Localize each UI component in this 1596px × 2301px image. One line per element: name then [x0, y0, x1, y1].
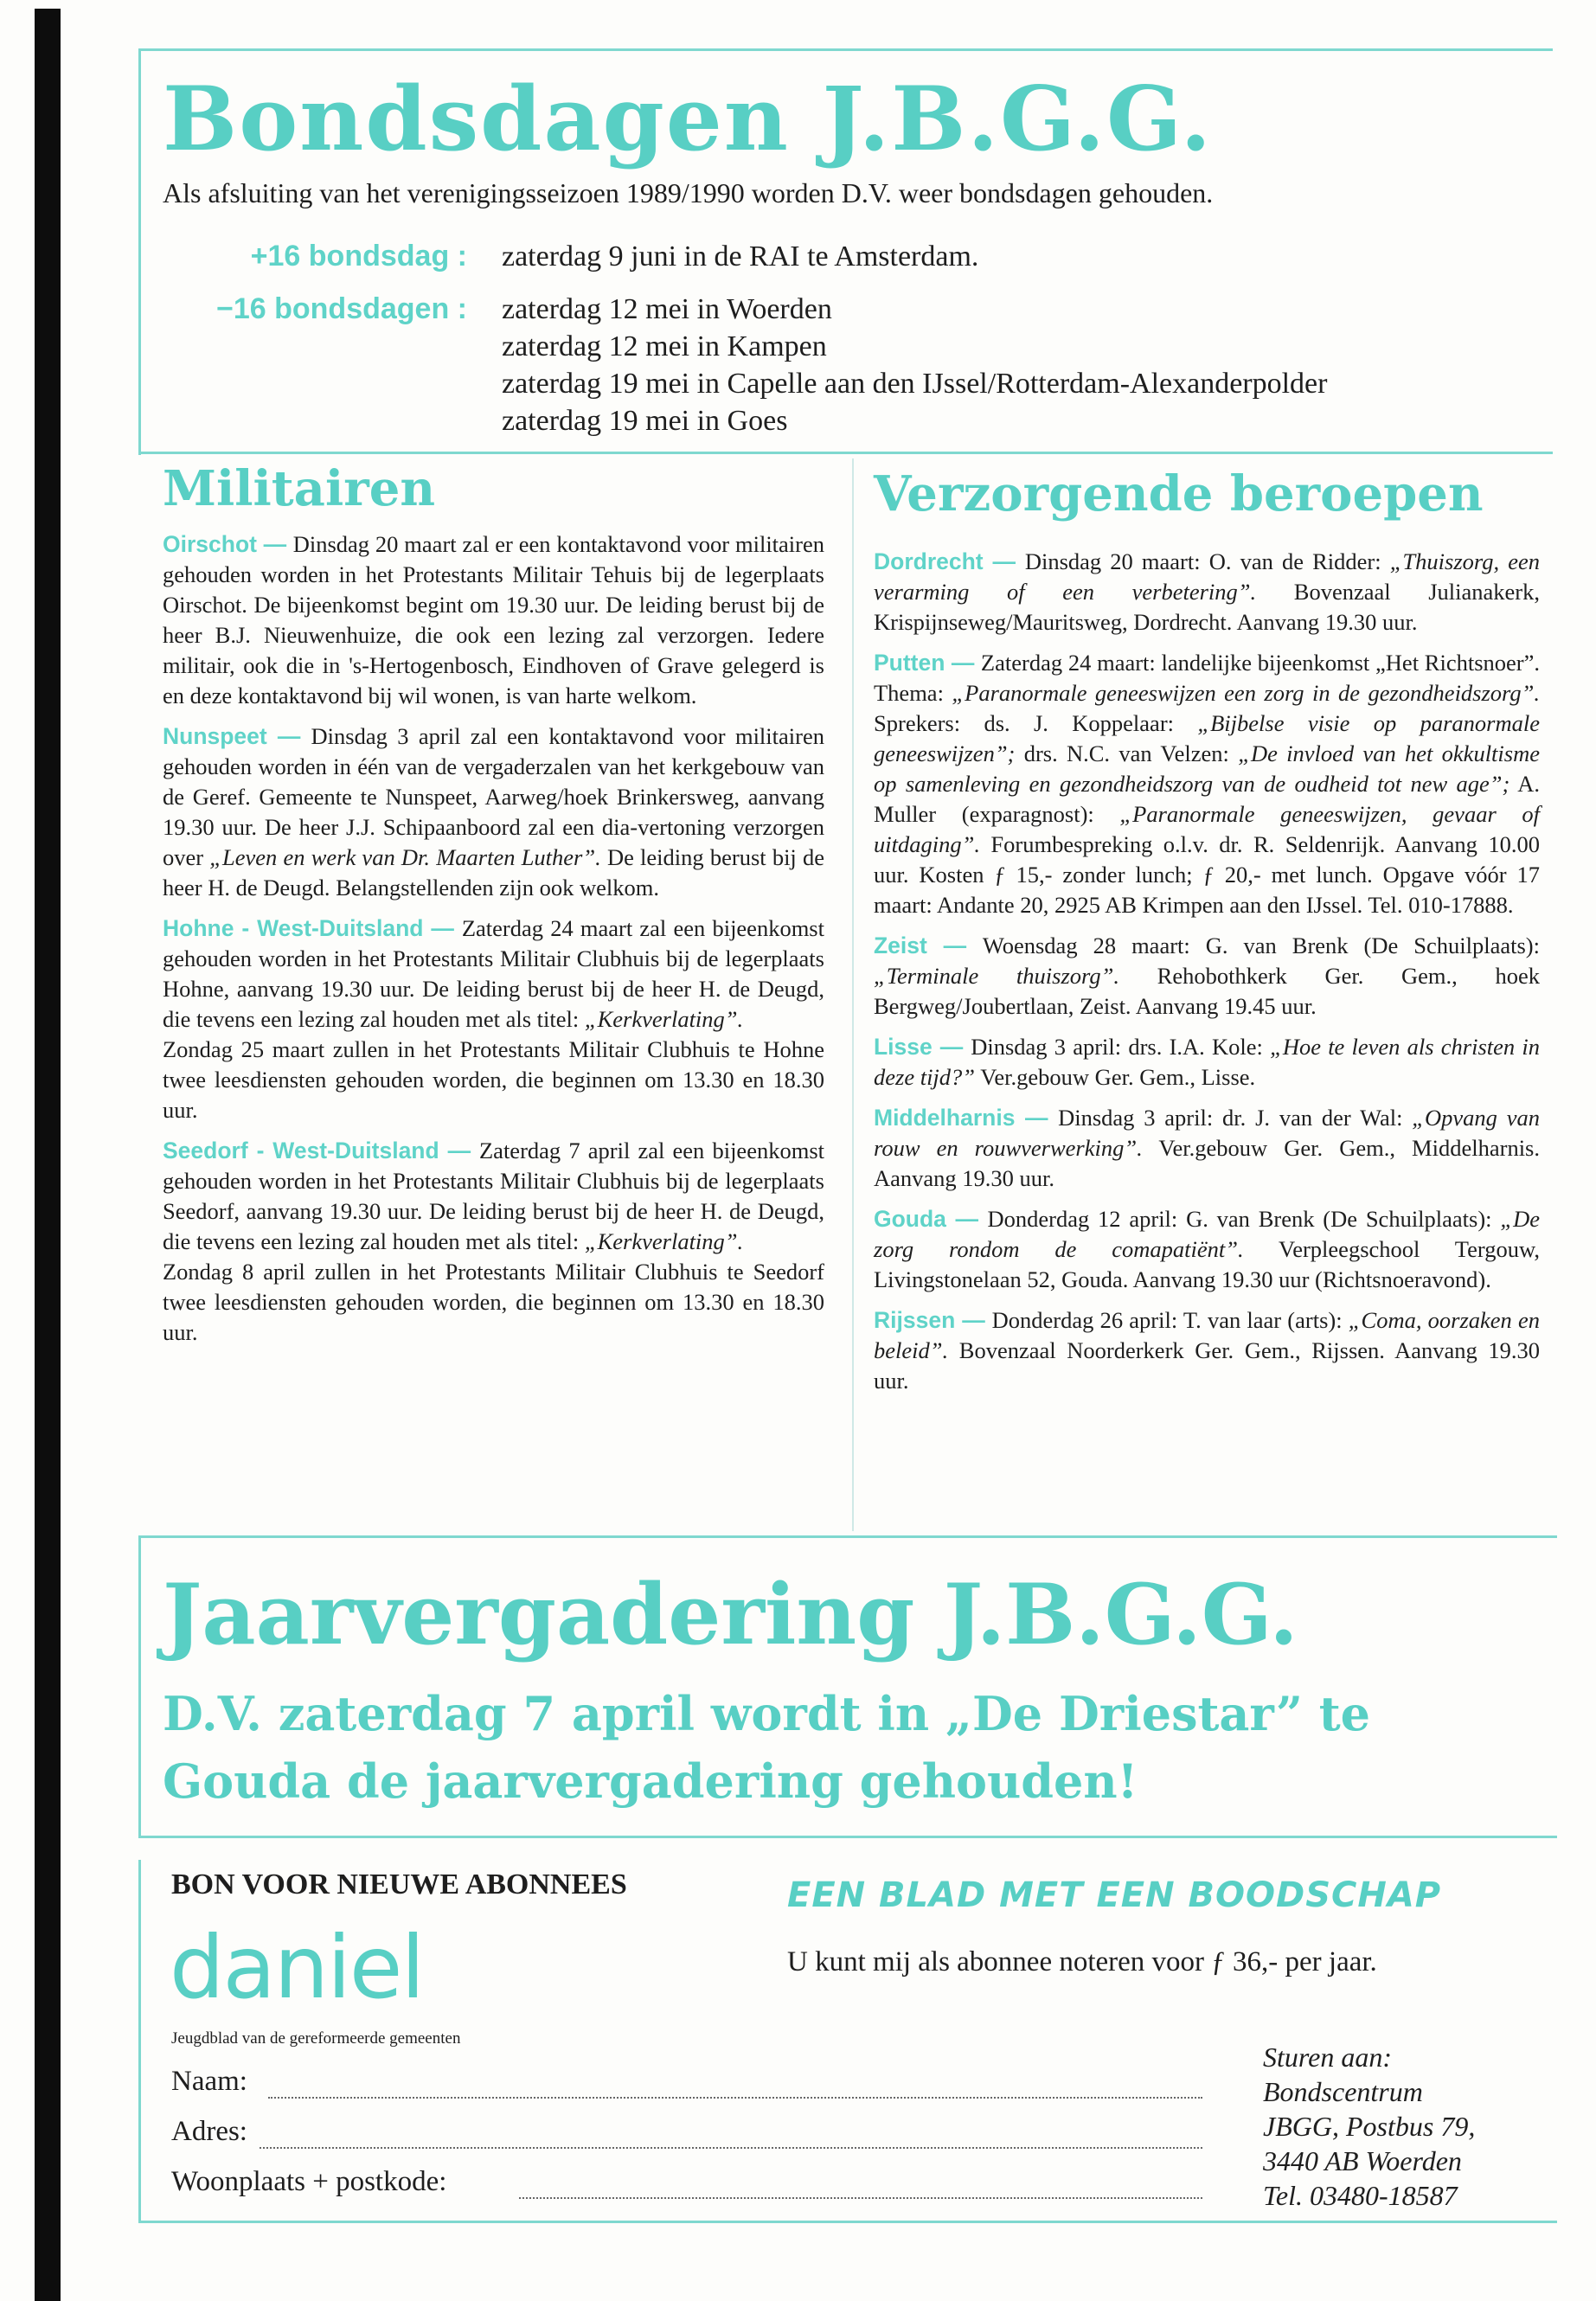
item-text: Woensdag 28 maart: G. van Brenk (De Schuilplaats): [982, 933, 1540, 958]
verzorgende-item: Rijssen — Donderdag 26 april: T. van laar (arts): „Coma, oorzaken en beleid”. Bovenzaal Noorderkerk Ger. Gem., Rijssen. Aanvang 19.30 uur. [874, 1307, 1541, 1394]
item-text: Zaterdag 24 maart: landelijke bijeenkomst „Het Richtsnoer”. Thema: [874, 650, 1541, 706]
item-text: Dinsdag 3 april zal een kontaktavond voor militairen gehouden worden in één van de vergaderzalen van het kerkgebouw van de Geref. Gemeente te Nunspeet, Aarweg/hoek Brinkersweg, aanvang 19.30 uur. De heer J.J. Schipaanboord zal een dia-vertoning verzorgen over [163, 723, 824, 870]
verzorgende-column [874, 547, 1540, 1407]
item-place: Gouda [874, 1206, 946, 1232]
item-text: Zaterdag 7 april zal een bijeenkomst gehouden worden in het Protestants Militair Clubhuis bij de legerplaats Seedorf, aanvang 19.30 uur. De leiding berust bij de heer H. de Deugd, die tevens een lezing zal houden met als titel: [163, 1138, 824, 1254]
send-to-address [1263, 2040, 1475, 2213]
schedule-plus16 [156, 238, 1453, 281]
address-field[interactable] [260, 2147, 1202, 2149]
coupon-title: BON VOOR NIEUWE ABONNEES [171, 1868, 627, 1900]
send-line: Bondscentrum [1263, 2076, 1423, 2107]
min16-label: −16 bondsdagen : [216, 292, 467, 325]
item-italic: „Kerkverlating”. [584, 1228, 744, 1254]
item-extra: Zondag 8 april zullen in het Protestants Militair Clubhuis te Seedorf twee leesdiensten gehouden worden, die beginnen om 13.30 en 18.30 uur. [163, 1259, 824, 1345]
item-text: Bovenzaal Julianakerk, Krispijnseweg/Mauritsweg, Dordrecht. Aanvang 19.30 uur. [874, 579, 1541, 635]
send-line: Sturen aan: [1263, 2041, 1393, 2073]
min16-date: zaterdag 12 mei in Kampen [502, 330, 827, 362]
militairen-item: Hohne - West-Duitsland — Zaterdag 24 maart zal een bijeenkomst gehouden worden in het Protestants Militair Clubhuis bij de legerplaats Hohne, aanvang 19.30 uur. De leiding berust bij de heer H. de Deugd, die tevens een lezing zal houden met als titel: „Kerkverlating”. Zondag 25 maart zullen in het Protestants Militair Clubhuis te Hohne twee leesdiensten gehouden worden, die beginnen om 13.30 en 18.30 uur. [163, 915, 824, 1123]
item-text: Ver.gebouw Ger. Gem., Lisse. [980, 1064, 1256, 1090]
item-place: Dordrecht [874, 548, 984, 574]
item-place: Rijssen [874, 1307, 956, 1333]
item-italic: „De invloed van het okkultisme op samenleving en gezondheidszorg van de oudheid tot new age”; [874, 740, 1540, 797]
item-text: Sprekers: ds. J. Koppelaar: [874, 710, 1175, 736]
plus16-label: +16 bondsdag : [250, 240, 467, 272]
militairen-item: Nunspeet — Dinsdag 3 april zal een kontaktavond voor militairen gehouden worden in één van de vergaderzalen van het kerkgebouw van de Geref. Gemeente te Nunspeet, Aarweg/hoek Brinkersweg, aanvang 19.30 uur. De heer J.J. Schipaanboord zal een dia-vertoning verzorgen over „Leven en werk van Dr. Maarten Luther”. De leiding berust bij de heer H. de Deugd. Belangstellenden zijn ook welkom. [163, 723, 825, 901]
send-line: Tel. 03480-18587 [1263, 2180, 1458, 2211]
militairen-heading: Militairen [163, 460, 436, 517]
item-place: Hohne - West-Duitsland [163, 915, 424, 941]
item-italic: „Kerkverlating”. [584, 1006, 744, 1032]
item-text: drs. N.C. van Velzen: [1023, 740, 1229, 766]
item-italic: „Coma, oorzaken en beleid”. [874, 1307, 1541, 1363]
item-text: Dinsdag 3 april: drs. I.A. Kole: [971, 1034, 1263, 1060]
city-postcode-label: Woonplaats + postkode: [171, 2166, 447, 2197]
scan-edge [35, 9, 61, 2301]
subscription-text: U kunt mij als abonnee noteren voor ƒ 36,- per jaar. [787, 1946, 1377, 1977]
item-text: Donderdag 12 april: G. van Brenk (De Schuilplaats): [987, 1206, 1492, 1232]
coupon-slogan: EEN BLAD MET EEN BOODSCHAP [787, 1875, 1442, 1915]
jaarvergadering-title: Jaarvergadering J.B.G.G. [163, 1566, 1298, 1663]
item-italic: „Opvang van rouw en rouwverwerking”. [874, 1105, 1540, 1161]
plus16-value: zaterdag 9 juni in de RAI te Amsterdam. [502, 240, 979, 272]
militairen-column [163, 529, 824, 1358]
item-text: Ver.gebouw Ger. Gem., Middelharnis. Aanvang 19.30 uur. [874, 1135, 1540, 1191]
item-place: Lisse [874, 1034, 933, 1060]
item-text: Donderdag 26 april: T. van laar (arts): [991, 1307, 1343, 1333]
verzorgende-heading: Verzorgende beroepen [874, 465, 1484, 522]
item-text: De leiding berust bij de heer H. de Deugd. Belangstellenden zijn ook welkom. [163, 844, 825, 901]
schedule-min16 [156, 291, 1540, 446]
item-text: Zaterdag 24 maart zal een bijeenkomst gehouden worden in het Protestants Militair Clubhuis bij de legerplaats Hohne, aanvang 19.30 uur. De leiding berust bij de heer H. de Deugd, die tevens een lezing zal houden met als titel: [163, 915, 824, 1032]
item-italic: „Paranormale geneeswijzen een zorg in de gezondheidszorg”. [952, 680, 1540, 706]
item-place: Oirschot [163, 531, 257, 557]
verzorgende-item: Dordrecht — Dinsdag 20 maart: O. van de Ridder: „Thuiszorg, een verarming of een verbetering”. Bovenzaal Julianakerk, Krispijnseweg/Mauritsweg, Dordrecht. Aanvang 19.30 uur. [874, 548, 1541, 635]
item-place: Nunspeet [163, 723, 267, 749]
item-italic: „Bijbelse visie op paranormale geneeswijzen”; [874, 710, 1540, 766]
militairen-item: Oirschot — Dinsdag 20 maart zal er een kontaktavond voor militairen gehouden worden in het Protestants Militair Tehuis bij de legerplaats Oirschot. De bijeenkomst begint om 19.30 uur. De leiding berust bij de heer B.J. Nieuwenhuize, die ook een lezing zal verzorgen. Iedere militair, ook die in 's-Hertogenbosch, Eindhoven of Grave gelegerd is en deze kontaktavond bij wil wonen, is van harte welkom. [163, 531, 824, 708]
item-text: Bovenzaal Noorderkerk Ger. Gem., Rijssen. Aanvang 19.30 uur. [874, 1337, 1541, 1394]
militairen-item: Seedorf - West-Duitsland — Zaterdag 7 april zal een bijeenkomst gehouden worden in het Protestants Militair Clubhuis bij de legerplaats Seedorf, aanvang 19.30 uur. De leiding berust bij de heer H. de Deugd, die tevens een lezing zal houden met als titel: „Kerkverlating”. Zondag 8 april zullen in het Protestants Militair Clubhuis te Seedorf twee leesdiensten gehouden worden, die beginnen om 13.30 en 18.30 uur. [163, 1138, 824, 1345]
send-line: JBGG, Postbus 79, [1263, 2111, 1476, 2142]
address-label: Adres: [171, 2116, 247, 2147]
logo-tagline: Jeugdblad van de gereformeerde gemeenten [171, 2029, 461, 2048]
column-divider [852, 458, 854, 1531]
item-italic: „Hoe te leven als christen in deze tijd?” [874, 1034, 1540, 1090]
bondsdagen-bottom-rule [138, 452, 1553, 454]
verzorgende-item: Gouda — Donderdag 12 april: G. van Brenk (De Schuilplaats): „De zorg rondom de comapatiënt”. Verpleegschool Tergouw, Livingstonelaan 52, Gouda. Aanvang 19.30 uur (Richtsnoeravond). [874, 1206, 1541, 1292]
bondsdagen-title: Bondsdagen J.B.G.G. [163, 67, 1213, 171]
item-italic: „Leven en werk van Dr. Maarten Luther”. [209, 844, 601, 870]
item-text: Rehobothkerk Ger. Gem., hoek Bergweg/Joubertlaan, Zeist. Aanvang 19.45 uur. [874, 963, 1540, 1019]
item-place: Putten [874, 650, 945, 676]
item-place: Seedorf - West-Duitsland [163, 1138, 439, 1163]
verzorgende-item: Zeist — Woensdag 28 maart: G. van Brenk (De Schuilplaats): „Terminale thuiszorg”. Rehobothkerk Ger. Gem., hoek Bergweg/Joubertlaan, Zeist. Aanvang 19.45 uur. [874, 933, 1540, 1019]
item-place: Zeist [874, 933, 927, 958]
verzorgende-item: Middelharnis — Dinsdag 3 april: dr. J. van der Wal: „Opvang van rouw en rouwverwerking”. Ver.gebouw Ger. Gem., Middelharnis. Aanvang 19.30 uur. [874, 1105, 1540, 1191]
city-postcode-field[interactable] [519, 2197, 1202, 2199]
min16-date: zaterdag 19 mei in Goes [502, 405, 788, 437]
item-text: Dinsdag 3 april: dr. J. van der Wal: [1058, 1105, 1403, 1131]
daniel-logo: daniel [170, 1917, 424, 2018]
verzorgende-item: Putten — Zaterdag 24 maart: landelijke bijeenkomst „Het Richtsnoer”. Thema: „Paranormale geneeswijzen een zorg in de gezondheidszorg”. Sprekers: ds. J. Koppelaar: „Bijbelse visie op paranormale geneeswijzen”; drs. N.C. van Velzen: „De invloed van het okkultisme op samenleving en gezondheidszorg van de oudheid tot new age”; A. Muller (exparagnost): „Paranormale geneeswijzen, gevaar of uitdaging”. Forumbespreking o.l.v. dr. R. Seldenrijk. Aanvang 10.00 uur. Kosten ƒ 15,- zonder lunch; ƒ 20,- met lunch. Opgave vóór 17 maart: Andante 20, 2925 AB Krimpen aan den IJssel. Tel. 010-17888. [874, 650, 1541, 918]
item-text: Dinsdag 20 maart zal er een kontaktavond voor militairen gehouden worden in het Protestants Militair Tehuis bij de legerplaats Oirschot. De bijeenkomst begint om 19.30 uur. De leiding berust bij de heer B.J. Nieuwenhuize, die ook een lezing zal verzorgen. Iedere militair, ook die in 's-Hertogenbosch, Eindhoven of Grave gelegerd is en deze kontaktavond bij wil wonen, is van harte welkom. [163, 531, 824, 708]
name-label: Naam: [171, 2066, 247, 2097]
item-text: Dinsdag 20 maart: O. van de Ridder: [1024, 548, 1381, 574]
item-italic: „De zorg rondom de comapatiënt”. [874, 1206, 1540, 1262]
jaarvergadering-text: D.V. zaterdag 7 april wordt in „De Driestar” te Gouda de jaarvergadering gehouden! [163, 1686, 1371, 1809]
min16-date: zaterdag 12 mei in Woerden [502, 293, 832, 325]
min16-date: zaterdag 19 mei in Capelle aan den IJssel/Rotterdam-Alexanderpolder [502, 368, 1328, 400]
item-text: Forumbespreking o.l.v. dr. R. Seldenrijk. Aanvang 10.00 uur. Kosten ƒ 15,- zonder lunch; ƒ 20,- met lunch. Opgave vóór 17 maart: Andante 20, 2925 AB Krimpen aan den IJssel. Tel. 010-17888. [874, 831, 1540, 918]
item-text: Verpleegschool Tergouw, Livingstonelaan 52, Gouda. Aanvang 19.30 uur (Richtsnoeravond). [874, 1236, 1541, 1292]
bondsdagen-intro: Als afsluiting van het verenigingsseizoen 1989/1990 worden D.V. weer bondsdagen gehouden. [163, 177, 1214, 208]
item-text: A. Muller (exparagnost): [874, 771, 1540, 827]
item-place: Middelharnis [874, 1105, 1016, 1131]
name-field[interactable] [268, 2097, 1202, 2099]
item-extra: Zondag 25 maart zullen in het Protestants Militair Clubhuis te Hohne twee leesdiensten gehouden worden, die beginnen om 13.30 en 18.30 uur. [163, 1036, 824, 1123]
item-italic: „Terminale thuiszorg”. [874, 963, 1119, 989]
item-italic: „Thuiszorg, een verarming of een verbetering”. [874, 548, 1540, 605]
send-line: 3440 AB Woerden [1263, 2145, 1462, 2176]
verzorgende-item: Lisse — Dinsdag 3 april: drs. I.A. Kole: „Hoe te leven als christen in deze tijd?” Ver.gebouw Ger. Gem., Lisse. [874, 1034, 1540, 1090]
item-italic: „Paranormale geneeswijzen, gevaar of uitdaging”. [874, 801, 1540, 857]
